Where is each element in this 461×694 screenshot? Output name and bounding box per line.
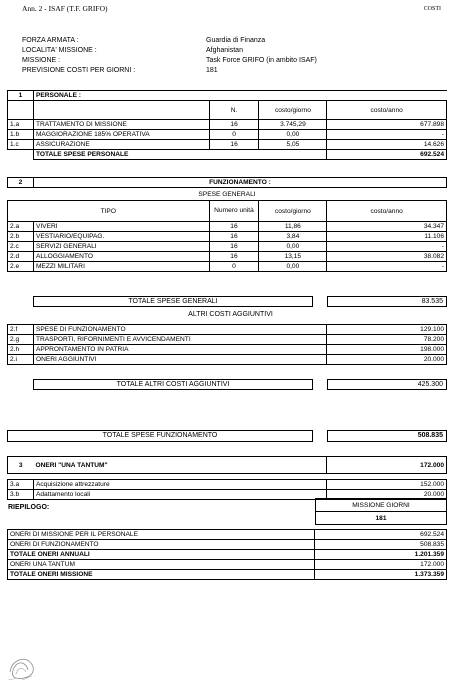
table-row [8,325,447,335]
section-label: COSTI [423,6,441,12]
row-desc: ONERI AGGIUNTIVI [33,355,326,365]
row-code: 2.a [8,222,34,232]
info-values [206,36,317,76]
tot-gen-value-box [327,296,447,307]
table-row [8,252,447,262]
table-row [8,570,447,580]
row-year: 20.000 [327,355,447,365]
row-desc: TOTALE ONERI ANNUALI [8,550,315,560]
summary-col-days: 181 [316,512,447,525]
row-code: 2.e [8,262,34,272]
row-day: 5,05 [259,140,327,150]
row-n: 0 [209,262,259,272]
section-title: ONERI "UNA TANTUM" [33,457,326,474]
col-header-year: costo/anno [327,101,447,120]
info-labels [22,36,135,76]
total-label: TOTALE SPESE FUNZIONAMENTO [102,432,218,439]
row-code: 2.f [8,325,34,335]
tot-altri-label-box [33,379,313,390]
row-desc: VIVERI [33,222,209,232]
col-header-day: costo/giorno [259,201,327,222]
row-desc: ONERI DI FUNZIONAMENTO [8,540,315,550]
row-code: 2.d [8,252,34,262]
info-value: Guardia di Finanza [206,37,266,44]
section-number: 1 [8,91,34,101]
info-value: Afghanistan [206,47,243,54]
info-label: MISSIONE : [22,57,61,64]
section-number: 2 [8,178,34,188]
personale-table [7,90,447,160]
row-value: 1.373.359 [315,570,447,580]
row-desc: Acquisizione attrezzature [33,480,326,490]
row-year: 78.200 [327,335,447,345]
row-code: 3.a [8,480,34,490]
una-tantum-table [7,456,447,474]
row-desc: Adattamento locali [33,490,326,500]
row-desc: SERVIZI GENERALI [33,242,209,252]
row-n: 16 [209,120,259,130]
subsection-title: SPESE GENERALI [198,190,256,198]
table-row [8,335,447,345]
summary-title: RIEPILOGO: [8,504,50,511]
section-number: 3 [8,457,34,474]
table-row [8,242,447,252]
subsection-title: ALTRI COSTI AGGIUNTIVI [188,311,273,318]
row-value: 1.201.359 [315,550,447,560]
row-code: 3.b [8,490,34,500]
row-year: 34.347 [327,222,447,232]
total-label: TOTALE SPESE PERSONALE [33,150,326,160]
row-desc: SPESE DI FUNZIONAMENTO [33,325,326,335]
row-code: 2.i [8,355,34,365]
row-day: 3,84 [259,232,327,242]
col-header-n: N. [209,101,259,120]
row-code: 1.a [8,120,34,130]
row-n: 0 [209,130,259,140]
row-day: 13,15 [259,252,327,262]
info-label: FORZA ARMATA : [22,37,79,44]
altri-costi-table [7,324,447,365]
table-row [8,540,447,550]
table-row [8,550,447,560]
total-value: 425.300 [417,381,443,388]
row-year: 38.082 [327,252,447,262]
row-n: 16 [209,140,259,150]
table-row [8,130,447,140]
row-year: 14.626 [327,140,447,150]
row-value: 692.524 [315,530,447,540]
info-value: Task Force GRIFO (in ambito ISAF) [206,57,317,64]
row-day: 0,00 [259,130,327,140]
signature-mark [4,650,40,686]
tot-altri-value-box [327,379,447,390]
row-code: 2.g [8,335,34,345]
section-title: PERSONALE : [33,91,446,101]
row-n: 16 [209,242,259,252]
section-title: FUNZIONAMENTO : [33,178,446,188]
row-n: 16 [209,232,259,242]
row-year: - [327,130,447,140]
table-row [8,140,447,150]
info-label: PREVISIONE COSTI PER GIORNI : [22,67,136,74]
info-value: 181 [206,67,218,74]
row-year: - [327,262,447,272]
row-year: 11.106 [327,232,447,242]
row-n: 16 [209,222,259,232]
row-day: 0,00 [259,262,327,272]
row-year: 129.100 [327,325,447,335]
col-header-day: costo/giorno [259,101,327,120]
table-row [8,480,447,490]
table-row [8,345,447,355]
table-row [8,355,447,365]
tot-funz-label-box [7,430,313,442]
col-header-year: costo/anno [327,201,447,222]
row-code: 1.c [8,140,34,150]
total-label: TOTALE ALTRI COSTI AGGIUNTIVI [116,381,230,388]
tot-gen-label-box [33,296,313,307]
row-n: 16 [209,252,259,262]
funzionamento-table [7,177,447,272]
info-label: LOCALITA' MISSIONE : [22,47,97,54]
col-header-tipo: TIPO [8,201,210,222]
row-year: - [327,242,447,252]
row-value: 172.000 [315,560,447,570]
row-desc: ONERI DI MISSIONE PER IL PERSONALE [8,530,315,540]
tot-funz-value-box [327,430,447,442]
row-desc: ALLOGGIAMENTO [33,252,209,262]
row-year: 677.898 [327,120,447,130]
row-year: 152.000 [327,480,447,490]
row-day: 11,86 [259,222,327,232]
annex-label: Ann. 2 - ISAF (T.F. GRIFO) [22,4,108,13]
row-day: 0,00 [259,242,327,252]
table-row [8,560,447,570]
total-value: 83.535 [421,298,443,305]
row-desc: ONERI UNA TANTUM [8,560,315,570]
row-code: 2.c [8,242,34,252]
row-year: 20.000 [327,490,447,500]
total-label: TOTALE SPESE GENERALI [128,298,218,305]
row-year: 198.000 [327,345,447,355]
row-desc: TRASPORTI, RIFORNIMENTI E AVVICENDAMENTI [33,335,326,345]
total-value: 508.835 [417,432,443,439]
row-code: 2.b [8,232,34,242]
table-row [8,120,447,130]
table-row [8,222,447,232]
row-code: 1.b [8,130,34,140]
total-value: 692.524 [327,150,447,160]
row-desc: ASSICURAZIONE [33,140,209,150]
table-row [8,232,447,242]
table-row [8,530,447,540]
row-desc: TOTALE ONERI MISSIONE [8,570,315,580]
row-desc: MAGGIORAZIONE 185% OPERATIVA [33,130,209,140]
table-row [8,262,447,272]
row-desc: MEZZI MILITARI [33,262,209,272]
total-value: 172.000 [327,457,447,474]
summary-table [7,529,447,580]
row-value: 508.835 [315,540,447,550]
row-day: 3.745,29 [259,120,327,130]
row-desc: TRATTAMENTO DI MISSIONE [33,120,209,130]
una-tantum-rows [7,479,447,500]
row-desc: APPRONTAMENTO IN PATRIA [33,345,326,355]
row-code: 2.h [8,345,34,355]
summary-col-title: MISSIONE GIORNI [316,499,447,512]
summary-header [315,498,447,525]
row-desc: VESTIARIO/EQUIPAG. [33,232,209,242]
col-header-num: Numero unità [209,201,259,222]
